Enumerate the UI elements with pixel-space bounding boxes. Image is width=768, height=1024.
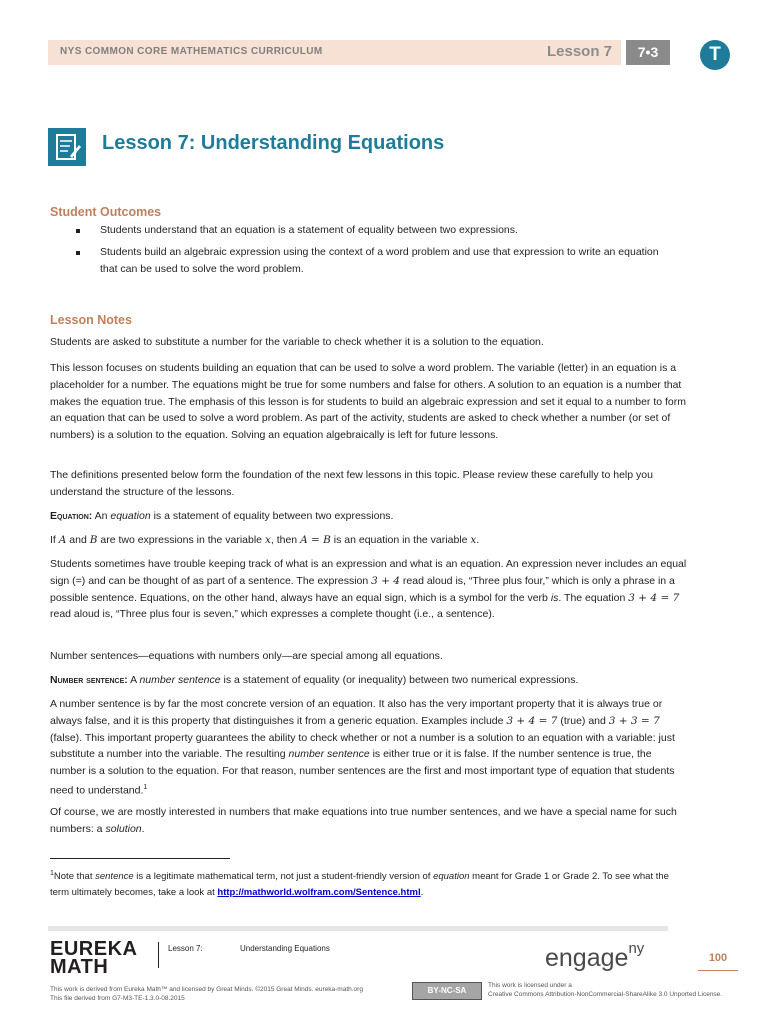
paragraph: A number sentence is by far the most concrete version of an equation. It also has the very important property that it is always true or always false, and it is this property that distinguishes it from a generic equation. Examples include 3 + 4 = 7 (true) and 3 + 3 = 7 (false). This important property guarantees the ability to check whether or not a number is a solution to an equation with a variable: just substitute a number into the variable. The resulting number sentence is either true or it is false. If the number sentence is true, the number is a solution to the equation. For that reason, number sentences are the first and most important type of equation that students need to understand.$^1$ <box>50 698 675 797</box>
module-badge: 7•3 <box>626 40 670 65</box>
outcome-item: Students understand that an equation is a statement of equality between two expressions. <box>100 224 518 236</box>
equation-definition: Equation: An equation is a statement of equality between two expressions. <box>50 510 394 522</box>
paragraph: Students sometimes have trouble keeping track of what is an expression and what is an equation. An expression never includes an equal sign (=) and can be thought of as part of a sentence. The expression 3 + 4 read aloud is, “Three plus four,” which is only a phrase in a possible sentence. Equations, on the other hand, always have an equal sign, which is a symbol for the verb is. The equation 3 + 4 = 7 read aloud is, “Three plus four is seven,” which expresses a complete thought (i.e., a sentence). <box>50 558 687 621</box>
footnote-ref: 1 <box>143 783 148 791</box>
bullet-icon <box>76 229 80 233</box>
cc-license-badge: BY-NC-SA <box>412 982 482 1000</box>
paragraph: This lesson focuses on students building an equation that can be used to solve a word problem. The variable (letter) in an equation is a placeholder for a number. The equations might be true for some numbers and false for others. A solution to an equation is a number that makes the equation true. The emphasis of this lesson is for students to build an algebraic expression and set it equal to a number to form an equation that can be used to solve a word problem. As part of the activity, students are asked to check whether a number (or set of numbers) is a solution to the equation. Solving an equation algebraically is left for future lessons. <box>50 362 686 442</box>
license-link[interactable]: Creative Commons Attribution-NonCommercial-ShareAlike 3.0 Unported License. <box>488 991 723 998</box>
curriculum-label: NYS COMMON CORE MATHEMATICS CURRICULUM <box>60 46 323 57</box>
lesson-notes-heading: Lesson Notes <box>50 313 132 327</box>
footer-divider <box>158 942 159 968</box>
paragraph: Number sentences—equations with numbers only—are special among all equations. <box>50 650 443 662</box>
paragraph: The definitions presented below form the foundation of the next few lessons in this topic. Please review these carefully to help you understand the structure of the lessons. <box>50 469 653 498</box>
student-outcomes-heading: Student Outcomes <box>50 205 162 219</box>
paragraph: Students are asked to substitute a number for the variable to check whether it is a solution to the equation. <box>50 336 544 348</box>
footer-lesson: Lesson 7: <box>168 944 203 953</box>
mathworld-link[interactable]: http://mathworld.wolfram.com/Sentence.html <box>217 887 421 899</box>
lesson-title: Lesson 7: Understanding Equations <box>102 132 445 154</box>
paragraph: If A and B are two expressions in the variable x, then A = B is an equation in the variable x. <box>50 534 480 546</box>
footer-rule <box>48 926 668 931</box>
outcome-item: Students build an algebraic expression using the context of a word problem and use that expression to write an equation that can be used to solve the word problem. <box>100 246 659 275</box>
lesson-notebook-icon <box>48 128 86 166</box>
definition-term: Equation: <box>50 510 93 522</box>
bullet-icon <box>76 251 80 255</box>
eureka-math-logo: EUREKA MATH <box>50 938 138 978</box>
paragraph: Of course, we are mostly interested in numbers that make equations into true number sentences, and we have a special name for such numbers: a solution. <box>50 806 677 835</box>
definition-term: Number sentence: <box>50 674 128 686</box>
engageny-logo: engage$^{ny}$ <box>545 940 645 972</box>
page-number-rule <box>698 970 738 971</box>
teacher-badge-icon: T <box>700 40 730 70</box>
license-text: This work is licensed under a Creative Commons Attribution-NonCommercial-ShareAlike 3.0 Unported License. <box>488 982 723 998</box>
footnote-divider <box>50 858 230 859</box>
footnote: $^1$Note that sentence is a legitimate mathematical term, not just a student-friendly version of equation meant for Grade 1 or Grade 2. To see what the term ultimately becomes, take a look at http://mathworld.wolfram.com/Sentence.html. <box>50 870 669 899</box>
page-number: 100 <box>708 952 728 964</box>
header-lesson: Lesson 7 <box>546 43 612 60</box>
footer-lesson-title: Understanding Equations <box>240 944 330 953</box>
footer-credits: This work is derived from Eureka Math™ and licensed by Great Minds. ©2015 Great Minds. eureka-math.org This file derived from G7-M3-TE-1.3.0-08.2015 <box>50 986 363 1002</box>
number-sentence-definition: Number sentence: A number sentence is a statement of equality (or inequality) between two numerical expressions. <box>50 674 579 686</box>
